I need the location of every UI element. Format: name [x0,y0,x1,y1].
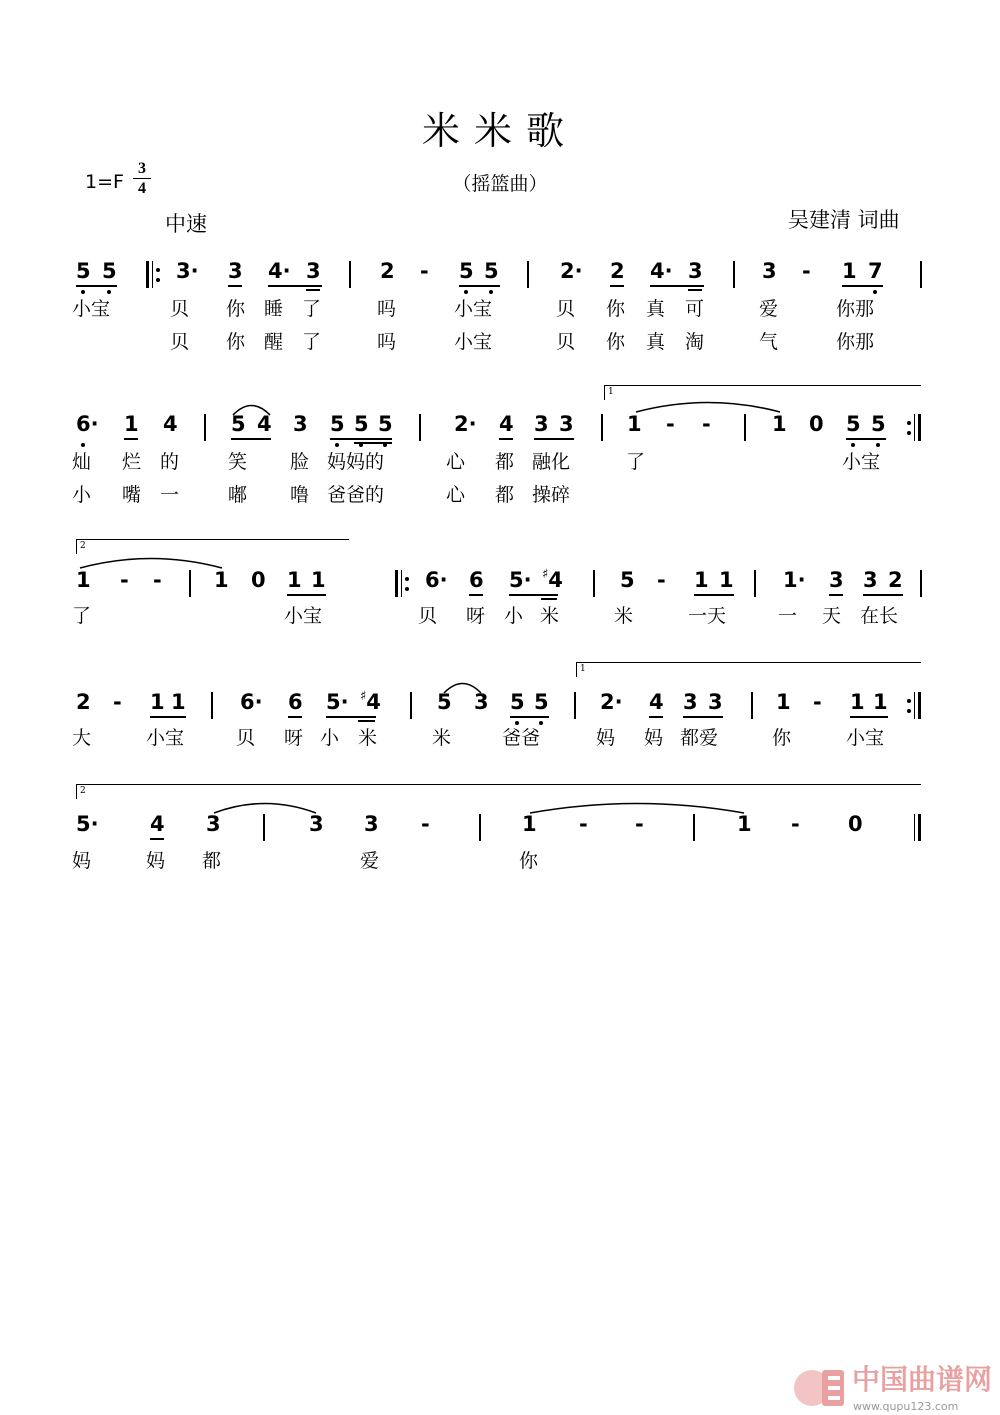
note: 1 [850,690,865,714]
note: 6 [469,568,484,592]
watermark-url: www.qupu123.com [853,1400,959,1413]
note: 5 [534,690,549,714]
note: 5 [102,259,117,283]
octave-dot [907,421,911,425]
note: 5· [76,812,99,836]
beam-underline [694,594,734,596]
note: 1· [783,568,806,592]
lyric-verse1: 了 [626,451,646,473]
lyric-verse2: 嘴 [122,484,142,506]
lyric-verse1: 可 [685,298,705,320]
lyric-verse1: 妈 [644,727,664,749]
beam-underline [287,594,326,596]
lyric-verse1: 小 [320,727,340,749]
octave-dot [539,721,543,725]
tempo-marking: 中速 [165,212,207,236]
lyric-verse1: 米 [540,605,560,627]
octave-dot [851,443,855,447]
beam-underline [150,716,186,718]
author-credit: 吴建清 词曲 [788,208,900,232]
lyric-verse1: 了 [302,298,322,320]
note: 1 [776,690,791,714]
barline [693,814,695,841]
lyric-verse1: 大 [72,727,92,749]
note: 5 [846,412,861,436]
lyric-verse2: 小 [72,484,92,506]
note: 4· [650,259,673,283]
barline [419,414,421,441]
beam-underline [268,285,322,287]
lyric-verse1: 贝 [170,298,190,320]
note: 5 [459,259,474,283]
note: 1 [772,412,787,436]
note: 3 [309,812,324,836]
beam-underline [231,438,271,440]
beam-underline [510,716,549,718]
note: - [666,412,675,436]
volta-1: 1 [576,662,921,677]
beam-underline [124,438,138,440]
lyric-verse1: 你 [226,298,246,320]
note: 3 [206,812,221,836]
beam-underline [228,285,242,287]
barline [744,414,746,441]
note: 3 [364,812,379,836]
note: - [657,568,666,592]
note: - [702,412,711,436]
note: - [113,690,122,714]
note: 7 [868,259,883,283]
lyric-verse2: 嘟 [228,484,248,506]
note: 6· [240,690,263,714]
note: - [420,259,429,283]
note: 5 [354,412,369,436]
lyric-verse1: 呀 [284,727,304,749]
beam-underline [650,285,704,287]
volta-2: 2 [76,539,349,554]
octave-dot [876,443,880,447]
note: - [802,259,811,283]
note: 1 [171,690,186,714]
lyric-verse1: 妈 [146,850,166,872]
note: 3 [708,690,723,714]
beam-underline [288,716,302,718]
note: 1 [627,412,642,436]
note: - [791,812,800,836]
slur-mark [80,555,222,569]
note: 1 [76,568,91,592]
barline [410,692,412,719]
lyric-verse1: 吗 [377,298,397,320]
beam-underline [306,289,320,291]
octave-dot [405,577,409,581]
note: 3 [683,690,698,714]
note: 2 [888,568,903,592]
barline [349,261,351,288]
repeat-start-thin [401,570,402,597]
final-thin [914,814,915,841]
lyric-verse2: 噜 [290,484,310,506]
note: 1 [842,259,857,283]
time-signature-top: 3 [138,160,146,177]
note: 5 [620,568,635,592]
note: 5 [510,690,525,714]
octave-dot [107,290,111,294]
note: 1 [150,690,165,714]
slur-mark [233,402,270,416]
note: 3 [306,259,321,283]
note: 5 [437,690,452,714]
lyric-verse2: 你 [226,331,246,353]
lyric-verse1: 小 [504,605,524,627]
lyric-verse1: 都 [495,451,515,473]
lyric-verse1: 米 [614,605,634,627]
octave-dot [907,709,911,713]
note: 5 [378,412,393,436]
note: 6· [76,412,99,436]
barline [920,570,922,597]
octave-dot [515,721,519,725]
lyric-verse1: 小宝 [146,727,185,749]
note: 5 [330,412,345,436]
lyric-verse1: 你 [606,298,626,320]
note: - [120,568,129,592]
note: 3 [762,259,777,283]
lyric-verse2: 一 [160,484,180,506]
lyric-verse2: 心 [446,484,466,506]
note: - [421,812,430,836]
repeat-end-thin [914,692,915,719]
note: 5 [231,412,246,436]
lyric-verse1: 脸 [290,451,310,473]
lyric-verse2: 操碎 [532,484,571,506]
barline [527,261,529,288]
note: 6 [288,690,303,714]
lyric-verse1: 睡 [264,298,284,320]
note: 0 [848,812,863,836]
note: 5 [871,412,886,436]
lyric-verse1: 在长 [860,605,899,627]
beam-underline [534,438,574,440]
beam-underline [509,594,558,596]
note: 4 [257,412,272,436]
octave-dot [907,431,911,435]
note: 5 [484,259,499,283]
repeat-end-barline [918,692,921,719]
note: 1 [737,812,752,836]
lyric-verse2: 吗 [377,331,397,353]
lyric-verse1: 贝 [236,727,256,749]
note: 4· [268,259,291,283]
barline [920,261,922,288]
lyric-verse2: 贝 [170,331,190,353]
octave-dot [156,278,160,282]
note: 3 [474,690,489,714]
note: 3 [534,412,549,436]
note: 2 [380,259,395,283]
octave-dot [359,443,363,447]
note: 2 [76,690,91,714]
volta-1: 1 [604,385,921,400]
slur-mark [530,800,744,814]
beam-underline [610,285,624,287]
note: 4 [649,690,664,714]
beam-underline [846,438,886,440]
octave-dot [81,290,85,294]
lyric-verse1: 爸爸 [502,727,541,749]
lyric-verse2: 醒 [264,331,284,353]
note: 3 [293,412,308,436]
beam-underline [541,598,557,600]
repeat-start-barline [395,570,398,597]
time-signature [132,160,152,197]
lyric-verse1: 贝 [556,298,576,320]
beam-underline [150,838,164,840]
note: 1 [124,412,139,436]
barline [263,814,265,841]
repeat-end-thin [914,414,915,441]
note: 2 [610,259,625,283]
note: 2· [600,690,623,714]
beam-underline [76,285,117,287]
slur-mark [444,680,481,694]
note: 4 [150,812,165,836]
lyric-verse1: 小宝 [72,298,111,320]
octave-dot [156,268,160,272]
note: 3 [829,568,844,592]
note: 3 [863,568,878,592]
watermark-name: 中国曲谱网 [852,1363,993,1396]
note: 3 [559,412,574,436]
lyric-verse1: 一天 [688,605,727,627]
lyric-verse2: 都 [495,484,515,506]
barline [733,261,735,288]
lyric-verse1: 妈妈的 [327,451,385,473]
slur-mark [636,399,780,413]
barline [574,692,576,719]
beam-underline [688,289,702,291]
barline [211,692,213,719]
beam-underline [683,716,723,718]
note: - [153,568,162,592]
lyric-verse1: 灿 [72,451,92,473]
octave-dot [873,290,877,294]
time-signature-bottom: 4 [138,180,146,197]
lyric-verse1: 妈 [596,727,616,749]
note: 0 [809,412,824,436]
lyric-verse1: 小宝 [842,451,881,473]
lyric-verse1: 都爱 [680,727,719,749]
lyric-verse2: 真 [646,331,666,353]
lyric-verse1: 天 [822,605,842,627]
repeat-start-thin [152,261,153,288]
lyric-verse1: 小宝 [284,605,323,627]
note: 3· [176,259,199,283]
lyric-verse1: 融化 [532,451,571,473]
beam-underline [469,594,483,596]
final-barline [918,814,921,841]
lyric-verse2: 贝 [556,331,576,353]
beam-underline [850,716,888,718]
barline [754,570,756,597]
octave-dot [335,443,339,447]
lyric-verse2: 你那 [836,331,875,353]
song-subtitle: （摇篮曲） [452,173,548,195]
octave-dot [464,290,468,294]
beam-underline [863,594,903,596]
song-title: 米米歌 [421,109,578,153]
note: 4 [163,412,178,436]
lyric-verse1: 了 [72,605,92,627]
lyric-verse1: 烂 [122,451,142,473]
note: 1 [214,568,229,592]
octave-dot [907,699,911,703]
note: 1 [873,690,888,714]
lyric-verse2: 爸爸的 [327,484,385,506]
barline [204,414,206,441]
lyric-verse2: 小宝 [454,331,493,353]
lyric-verse1: 米 [358,727,378,749]
note: 2· [560,259,583,283]
slur-mark [214,800,316,814]
key-signature: 1=F [85,171,124,193]
note: - [579,812,588,836]
beam-underline [842,285,883,287]
note: 3 [228,259,243,283]
note: 1 [694,568,709,592]
note: ♯4 [542,567,563,592]
octave-dot [405,587,409,591]
volta-2: 2 [76,784,921,799]
barline [593,570,595,597]
lyric-verse1: 你 [772,727,792,749]
note: 0 [251,568,266,592]
lyric-verse1: 小宝 [454,298,493,320]
barline [751,692,753,719]
beam-underline [649,716,663,718]
lyric-verse1: 爱 [360,850,380,872]
lyric-verse1: 你 [519,850,539,872]
note: 2· [454,412,477,436]
repeat-end-barline [918,414,921,441]
octave-dot [489,290,493,294]
beam-underline [829,594,843,596]
lyric-verse1: 爱 [759,298,779,320]
note: 1 [311,568,326,592]
octave-dot [383,443,387,447]
lyric-verse1: 妈 [72,850,92,872]
beam-underline [459,285,500,287]
lyric-verse1: 心 [446,451,466,473]
lyric-verse1: 的 [160,451,180,473]
beam-underline [499,438,513,440]
note: 1 [522,812,537,836]
note: 5· [326,690,349,714]
lyric-verse2: 了 [302,331,322,353]
barline [601,414,603,441]
barline [479,814,481,841]
lyric-verse2: 气 [759,331,779,353]
repeat-start-barline [146,261,149,288]
beam-underline [330,438,392,440]
lyric-verse2: 淘 [685,331,705,353]
lyric-verse1: 都 [202,850,222,872]
note: 1 [287,568,302,592]
lyric-verse2: 你 [606,331,626,353]
note: 5· [509,568,532,592]
octave-dot [81,443,85,447]
note: 1 [719,568,734,592]
note: - [813,690,822,714]
note: 5 [76,259,91,283]
note: ♯4 [360,689,381,714]
lyric-verse1: 呀 [466,605,486,627]
lyric-verse1: 你那 [836,298,875,320]
lyric-verse1: 贝 [418,605,438,627]
beam-underline [326,716,376,718]
lyric-verse1: 米 [432,727,452,749]
note: - [635,812,644,836]
note: 3 [688,259,703,283]
lyric-verse1: 一 [778,605,798,627]
barline [189,570,191,597]
lyric-verse1: 真 [646,298,666,320]
lyric-verse1: 笑 [228,451,248,473]
beam-underline [358,720,375,722]
note: 6· [425,568,448,592]
lyric-verse1: 小宝 [846,727,885,749]
note: 4 [499,412,514,436]
